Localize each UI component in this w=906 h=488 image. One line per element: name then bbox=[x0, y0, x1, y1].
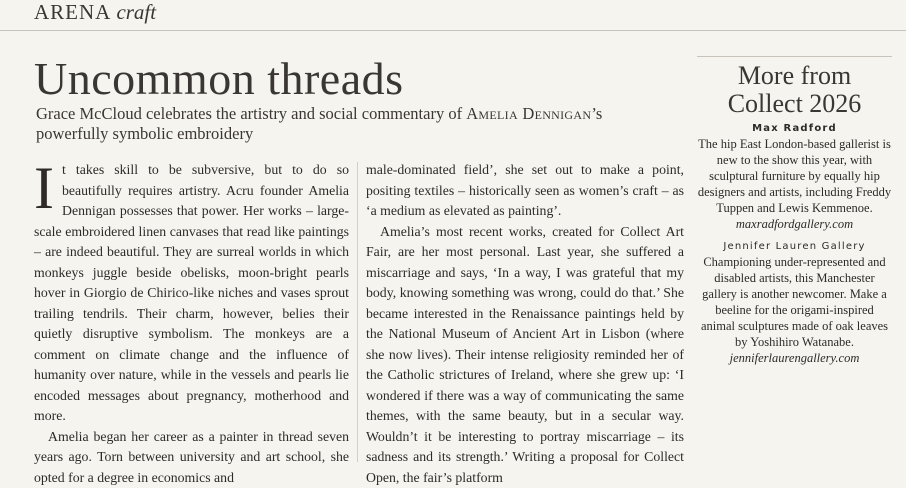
section-label: ARENA bbox=[34, 0, 110, 24]
sidebar-entry-link[interactable]: jenniferlaurengallery.com bbox=[697, 350, 892, 366]
sidebar-rule bbox=[697, 56, 892, 57]
standfirst-text: Grace McCloud celebrates the artistry and social commentary of bbox=[36, 104, 466, 123]
sidebar-entry bbox=[697, 122, 892, 232]
sidebar-title bbox=[697, 62, 892, 118]
sidebar-entry-text: Championing under-represented and disabled artists, this Manchester gallery is another newcomer. Make a beeline for the origami-inspired animal sculptures made of oak leaves by Yoshihiro Watanabe. bbox=[697, 254, 892, 350]
sidebar-entry bbox=[697, 240, 892, 366]
section-tag bbox=[34, 0, 156, 24]
standfirst-artist-name: Amelia Dennigan bbox=[466, 104, 591, 123]
standfirst-text-end: ’s powerfully symbolic embroidery bbox=[36, 104, 602, 143]
article-headline: Uncommon threads bbox=[34, 55, 404, 103]
paragraph-text: t takes skill to be subversive, but to do so beautifully requires artistry. Acru founder Amelia Dennigan possesses that power. Her works – large-scale embroidered linen canvases that read like paintings – are indeed beautiful. They are surreal worlds in which monkeys juggle beside obelisks, moon-bright pearls hover in Giorgio de Chirico-like niches and vases sprout trailing tendrils. Their charm, however, belies their quietly disruptive symbolism. The monkeys are a comment on climate change and the influence of humanity over nature, while in the vessels and pearls lie encoded messages about pregnancy, motherhood and more. bbox=[34, 162, 349, 423]
article-standfirst bbox=[36, 104, 636, 144]
sidebar-entry-link[interactable]: maxradfordgallery.com bbox=[697, 216, 892, 232]
body-paragraph: Amelia’s most recent works, created for Collect Art Fair, are her most personal. Last year, she suffered a miscarriage and says, ‘In a way, I was grateful that my body, knowing something was wrong, could do that.’ She became interested in the Renaissance paintings held by the National Museum of Ancient Art in Lisbon (where she now lives). Their intense religiosity reminded her of the Catholic strictures of Ireland, where she grew up: ‘I wondered if there was a way of communicating the same themes, with the same beauty, but in a secular way. Wouldn’t it be interesting to portray miscarriage – its sadness and its strength.’ Writing a proposal for Collect Open, the fair’s platform bbox=[366, 222, 684, 488]
body-column-left bbox=[34, 160, 349, 488]
body-paragraph: Amelia began her career as a painter in thread seven years ago. Torn between university and art school, she opted for a degree in economics and bbox=[34, 427, 349, 488]
column-divider bbox=[357, 162, 358, 462]
sidebar bbox=[697, 60, 892, 374]
sidebar-entry-text: The hip East London-based gallerist is new to the show this year, with sculptural furniture by equally hip designers and artists, including Freddy Tuppen and Lewis Kemmenoe. bbox=[697, 136, 892, 216]
sidebar-title-line: More from bbox=[697, 62, 892, 90]
sidebar-entry-name: Max Radford bbox=[697, 122, 892, 136]
sidebar-entry-name: Jennifer Lauren Gallery bbox=[697, 240, 892, 254]
body-paragraph bbox=[34, 160, 349, 427]
header-rule bbox=[0, 30, 906, 31]
subsection-label: craft bbox=[116, 0, 156, 24]
body-column-middle bbox=[366, 160, 684, 488]
sidebar-title-line: Collect 2026 bbox=[697, 90, 892, 118]
body-paragraph: male-dominated field’, she set out to make a point, positing textiles – historically seen as women’s craft – as ‘a medium as elevated as painting’. bbox=[366, 160, 684, 222]
drop-cap: I bbox=[34, 164, 54, 212]
